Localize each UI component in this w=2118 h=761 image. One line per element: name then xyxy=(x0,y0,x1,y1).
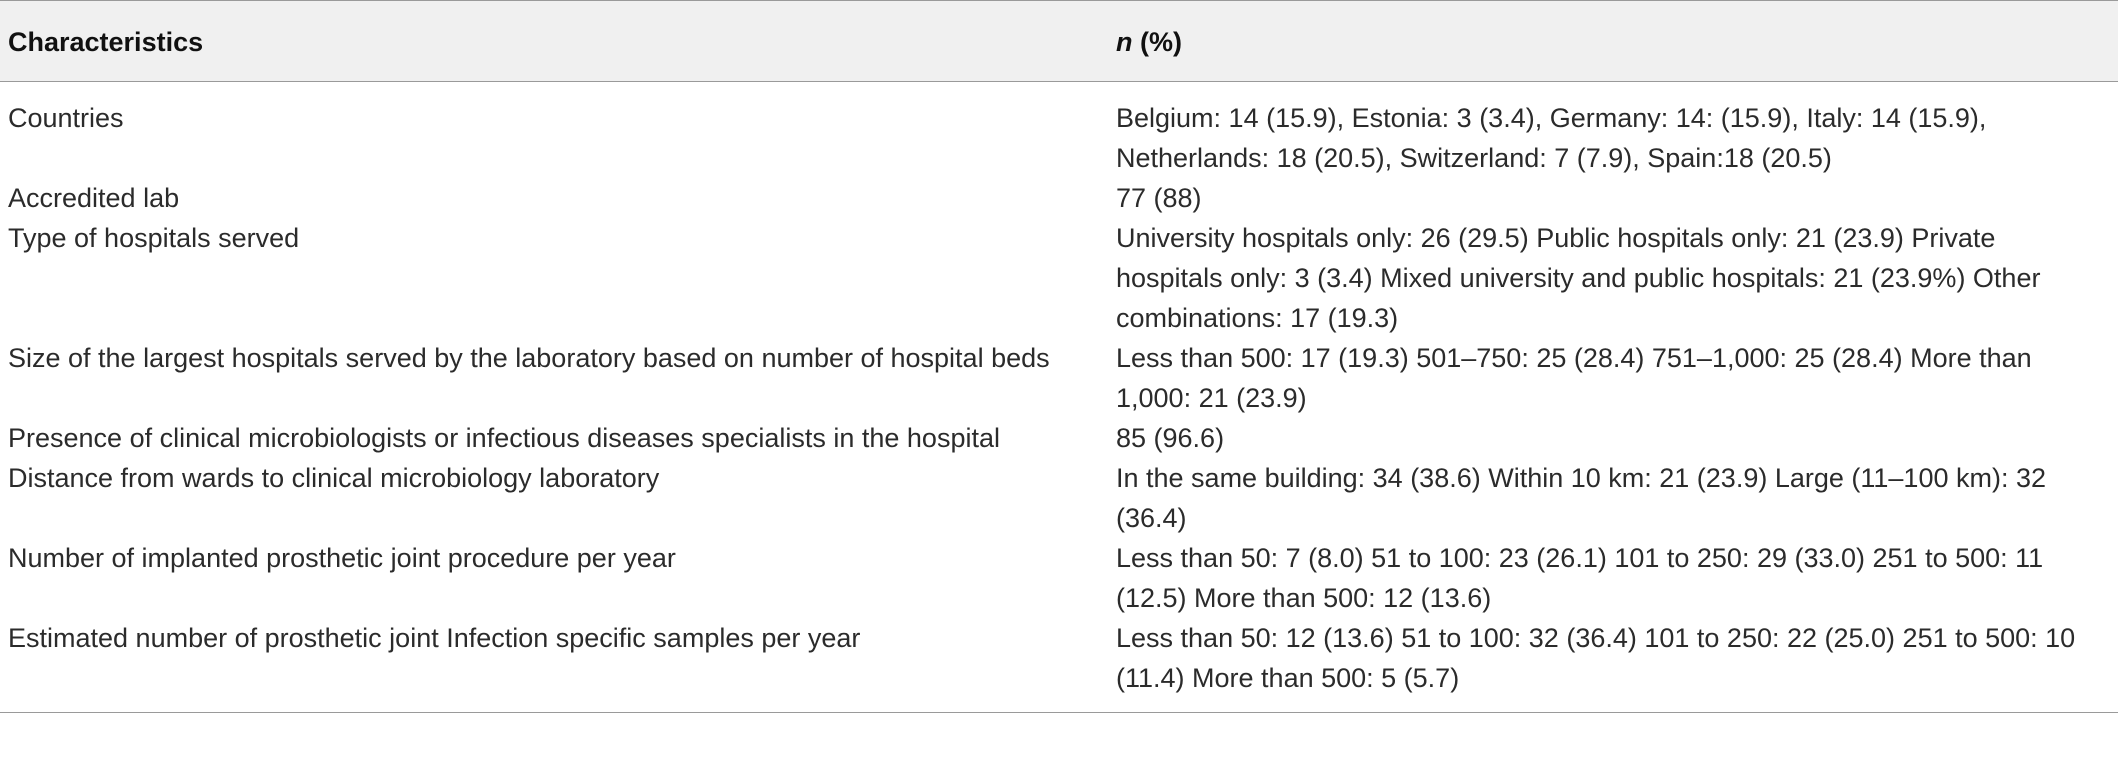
table-row xyxy=(0,418,2118,458)
table-row xyxy=(0,458,2118,538)
row-value: Less than 50: 7 (8.0) 51 to 100: 23 (26.1) 101 to 250: 29 (33.0) 251 to 500: 11 (12.5) More than 500: 12 (13.6) xyxy=(1116,543,2044,613)
table-header xyxy=(0,1,2118,82)
header-n-percent xyxy=(1108,1,2118,82)
row-value: Less than 50: 12 (13.6) 51 to 100: 32 (36.4) 101 to 250: 22 (25.0) 251 to 500: 10 (11.4) More than 500: 5 (5.7) xyxy=(1108,618,2118,713)
header-percent: (%) xyxy=(1132,27,1182,57)
row-characteristic: Accredited lab xyxy=(8,183,180,213)
row-characteristic: Presence of clinical microbiologists or infectious diseases specialists in the hospital xyxy=(8,423,1000,453)
table-row xyxy=(0,618,2118,713)
row-characteristic: Number of implanted prosthetic joint procedure per year xyxy=(8,543,676,573)
table-body xyxy=(0,82,2118,713)
header-row xyxy=(0,1,2118,82)
row-value: University hospitals only: 26 (29.5) Public hospitals only: 21 (23.9) Private hospitals only: 3 (3.4) Mixed university and public hospitals: 21 (23.9%) Other combinations: 17 (19.3) xyxy=(1116,223,2041,333)
row-value: Less than 500: 17 (19.3) 501–750: 25 (28.4) 751–1,000: 25 (28.4) More than 1,000: 21 (23.9) xyxy=(1116,343,2032,413)
table-row xyxy=(0,538,2118,618)
row-characteristic: Estimated number of prosthetic joint Infection specific samples per year xyxy=(0,618,1108,713)
header-characteristics: Characteristics xyxy=(0,1,1108,82)
row-characteristic: Size of the largest hospitals served by the laboratory based on number of hospital beds xyxy=(8,343,1050,373)
row-value: 77 (88) xyxy=(1116,183,1202,213)
row-value: Belgium: 14 (15.9), Estonia: 3 (3.4), Germany: 14: (15.9), Italy: 14 (15.9), Netherlands: 18 (20.5), Switzerland: 7 (7.9), Spain:18 (20.5) xyxy=(1116,103,1987,173)
row-characteristic: Countries xyxy=(8,103,124,133)
table-row xyxy=(0,338,2118,418)
row-value: 85 (96.6) xyxy=(1116,423,1225,453)
row-characteristic: Type of hospitals served xyxy=(8,223,300,253)
header-n-italic: n xyxy=(1116,27,1133,57)
table-row xyxy=(0,218,2118,338)
row-characteristic: Distance from wards to clinical microbiology laboratory xyxy=(8,463,660,493)
table-row xyxy=(0,178,2118,218)
row-value: In the same building: 34 (38.6) Within 10 km: 21 (23.9) Large (11–100 km): 32 (36.4) xyxy=(1116,463,2046,533)
table-row xyxy=(0,82,2118,179)
